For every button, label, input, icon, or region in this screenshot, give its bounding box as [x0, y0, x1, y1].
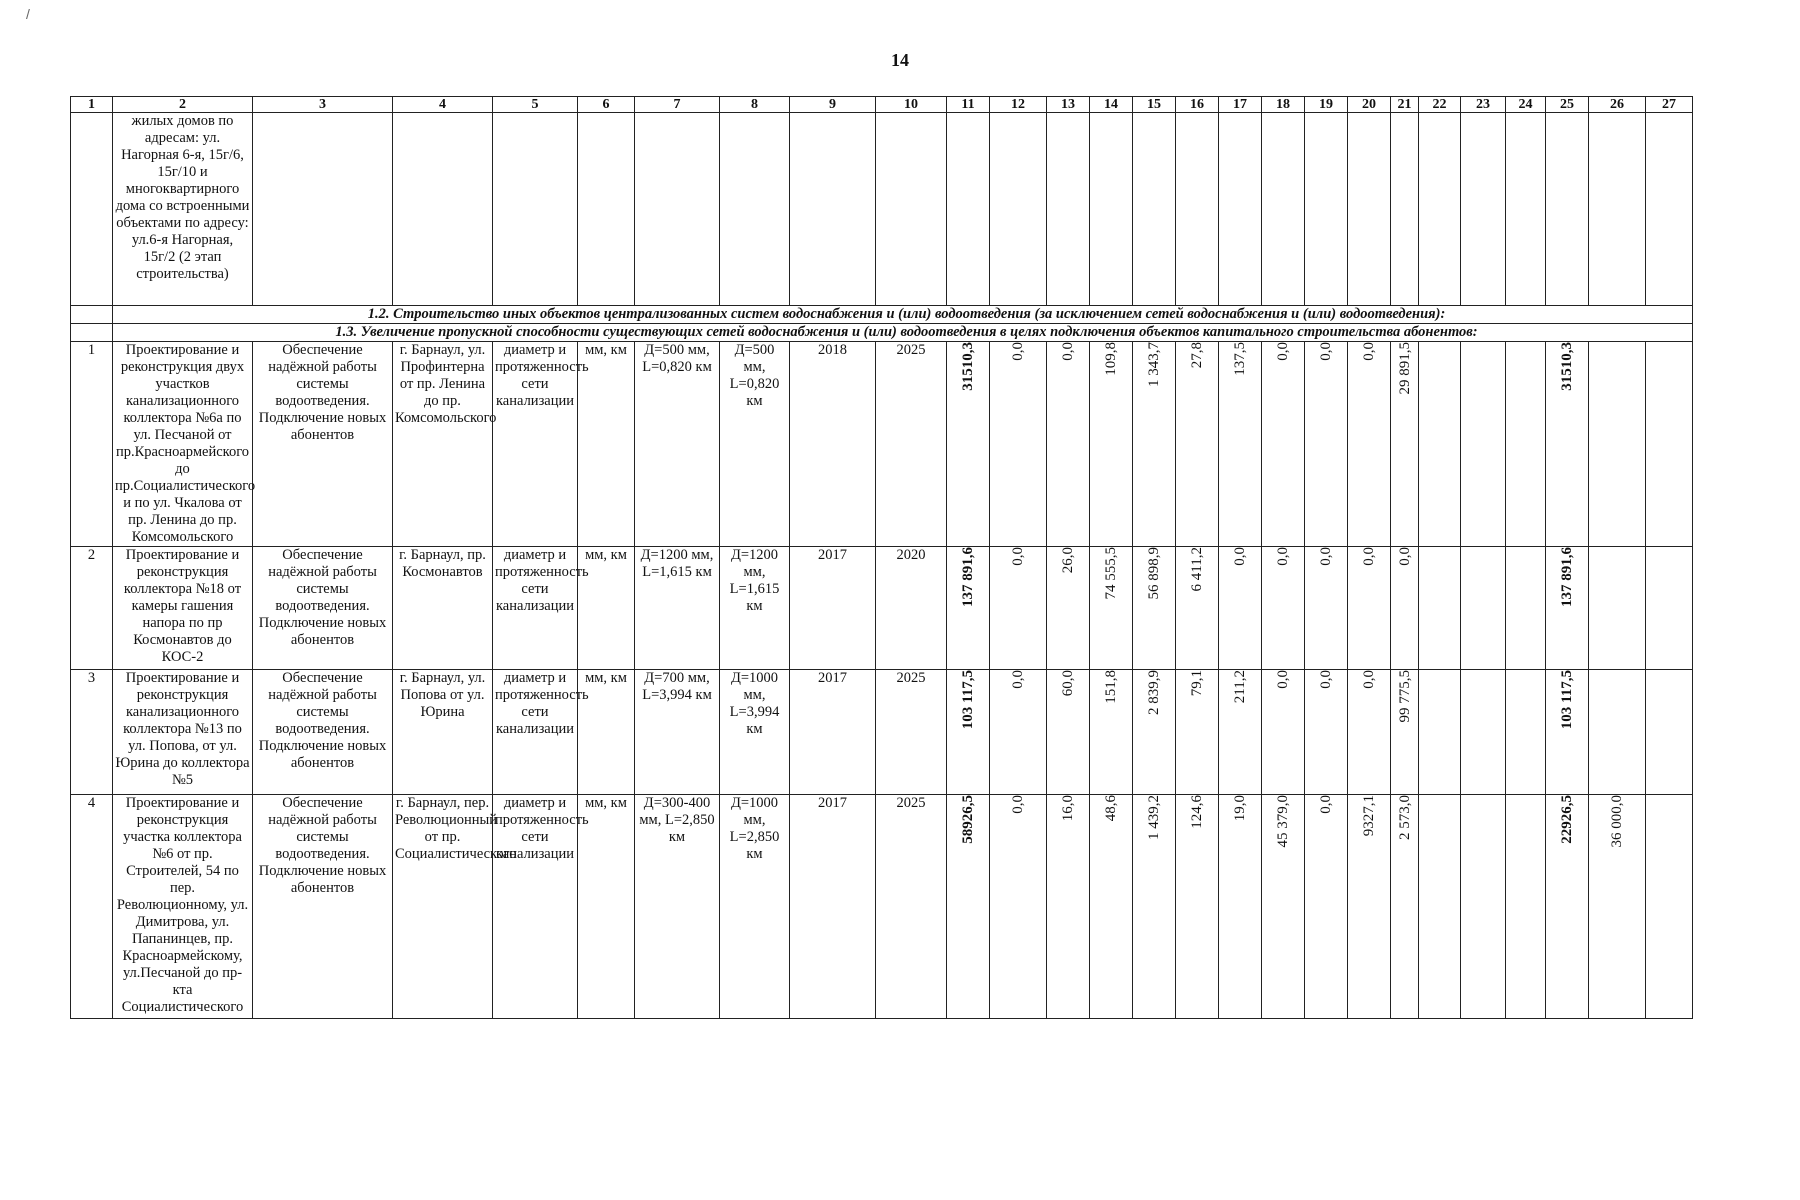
indicator-name: диаметр и протяженность сети канализации	[493, 342, 578, 547]
cost-cell-14	[1090, 547, 1133, 670]
cost-cell-27	[1646, 670, 1693, 795]
column-number: 27	[1646, 97, 1693, 113]
cost-cell-13	[1047, 342, 1090, 547]
cost-wrap	[1508, 547, 1543, 549]
cost-wrap	[949, 670, 987, 731]
continued-row	[71, 113, 1693, 306]
cost-cell-24	[1506, 795, 1546, 1019]
value-before: Д=700 мм, L=3,994 км	[635, 670, 720, 795]
value-after: Д=500 мм, L=0,820 км	[720, 342, 790, 547]
cost-wrap	[1463, 342, 1503, 344]
table-cell	[71, 113, 113, 306]
cost-value: 0,0	[1010, 795, 1026, 814]
cost-cell-16	[1176, 547, 1219, 670]
object-name: Проектирование и реконструкция участка коллектора №6 от пр. Строителей, 54 по пер. Революционному, ул. Димитрова, ул. Папанинцев, пр. Красноармейскому, ул.Песчаной до пр-кта Социалистического	[113, 795, 253, 1019]
investment-table	[70, 96, 1693, 1019]
table-cell	[1262, 113, 1305, 306]
cost-value: 151,8	[1103, 670, 1119, 704]
column-number: 22	[1419, 97, 1461, 113]
cost-wrap	[1591, 795, 1643, 850]
column-number: 11	[947, 97, 990, 113]
cost-wrap	[1049, 547, 1087, 575]
cost-cell-14	[1090, 670, 1133, 795]
cost-wrap	[1591, 342, 1643, 344]
section-title: 1.3. Увеличение пропускной способности существующих сетей водоснабжения и (или) водоотведения в целях подключения объектов капитального строительства абонентов:	[113, 324, 1693, 342]
cost-cell-25	[1546, 670, 1589, 795]
cost-value: 0,0	[1396, 547, 1413, 566]
cost-value: 0,0	[1318, 670, 1334, 689]
cost-cell-26	[1589, 342, 1646, 547]
object-name: Проектирование и реконструкция канализационного коллектора №13 по ул. Попова, от ул. Юрина до коллектора №5	[113, 670, 253, 795]
cost-wrap	[1264, 342, 1302, 363]
cost-wrap	[1463, 670, 1503, 672]
cost-cell-12	[990, 670, 1047, 795]
cost-wrap	[1307, 547, 1345, 568]
cost-value: 74 555,5	[1103, 547, 1119, 600]
cost-value: 19,0	[1232, 795, 1248, 822]
cost-wrap	[1221, 547, 1259, 568]
column-number: 6	[578, 97, 635, 113]
cost-value: 0,0	[1318, 795, 1334, 814]
row-number: 4	[71, 795, 113, 1019]
cost-value: 36 000,0	[1609, 795, 1625, 848]
cost-wrap	[1548, 795, 1586, 846]
cost-wrap	[1508, 670, 1543, 672]
cost-cell-18	[1262, 547, 1305, 670]
cost-wrap	[1421, 670, 1458, 672]
cost-value: 45 379,0	[1275, 795, 1291, 848]
cost-wrap	[1548, 547, 1586, 609]
table-row	[71, 795, 1693, 1019]
cost-wrap	[1221, 670, 1259, 705]
cost-value: 0,0	[1275, 670, 1291, 689]
cost-cell-19	[1305, 342, 1348, 547]
cost-value: 26,0	[1060, 547, 1076, 574]
cost-value: 48,6	[1103, 795, 1119, 822]
cost-cell-25	[1546, 795, 1589, 1019]
cost-value: 0,0	[1361, 547, 1377, 566]
cost-wrap	[992, 547, 1044, 568]
cost-cell-20	[1348, 547, 1391, 670]
cost-cell-19	[1305, 795, 1348, 1019]
cost-value: 0,0	[1361, 342, 1377, 361]
cost-value: 6 411,2	[1189, 547, 1205, 592]
cost-value: 0,0	[1275, 547, 1291, 566]
page-number: 14	[891, 50, 909, 70]
cost-cell-21	[1391, 670, 1419, 795]
cost-wrap	[1421, 342, 1458, 344]
cost-wrap	[1264, 547, 1302, 568]
cost-cell-18	[1262, 670, 1305, 795]
cost-value: 60,0	[1060, 670, 1076, 697]
cost-wrap	[1092, 547, 1130, 602]
cost-wrap	[1135, 547, 1173, 602]
cost-cell-19	[1305, 547, 1348, 670]
cost-cell-21	[1391, 342, 1419, 547]
cost-wrap	[1135, 795, 1173, 842]
value-before: Д=1200 мм, L=1,615 км	[635, 547, 720, 670]
cost-cell-26	[1589, 795, 1646, 1019]
column-number: 7	[635, 97, 720, 113]
cost-wrap	[1648, 342, 1690, 344]
cost-wrap	[1591, 670, 1643, 672]
row-number: 2	[71, 547, 113, 670]
row-number: 1	[71, 342, 113, 547]
table-cell	[71, 306, 113, 324]
cost-value: 2 573,0	[1396, 795, 1413, 840]
cost-cell-19	[1305, 670, 1348, 795]
table-body	[71, 97, 1693, 1019]
cost-cell-23	[1461, 342, 1506, 547]
cost-wrap	[1548, 342, 1586, 393]
cost-cell-15	[1133, 670, 1176, 795]
column-number: 24	[1506, 97, 1546, 113]
object-location: г. Барнаул, ул. Профинтерна от пр. Ленина до пр. Комсомольского	[393, 342, 493, 547]
value-after: Д=1000 мм, L=2,850 км	[720, 795, 790, 1019]
value-after: Д=1200 мм, L=1,615 км	[720, 547, 790, 670]
end-year: 2020	[876, 547, 947, 670]
table-cell	[1176, 113, 1219, 306]
cost-wrap	[992, 342, 1044, 363]
cost-value: 9327,1	[1361, 795, 1377, 837]
table-cell	[578, 113, 635, 306]
end-year: 2025	[876, 342, 947, 547]
cost-cell-14	[1090, 342, 1133, 547]
end-year: 2025	[876, 795, 947, 1019]
cost-wrap	[1393, 795, 1416, 842]
cost-cell-16	[1176, 342, 1219, 547]
end-year: 2025	[876, 670, 947, 795]
cost-cell-23	[1461, 670, 1506, 795]
cost-wrap	[1591, 547, 1643, 549]
column-number: 4	[393, 97, 493, 113]
cost-value: 58926,5	[960, 795, 976, 844]
table-cell	[1646, 113, 1693, 306]
value-after: Д=1000 мм, L=3,994 км	[720, 670, 790, 795]
cost-cell-25	[1546, 547, 1589, 670]
table-row	[71, 547, 1693, 670]
cost-value: 137,5	[1232, 342, 1248, 376]
cost-cell-24	[1506, 547, 1546, 670]
cost-wrap	[1135, 342, 1173, 389]
cost-value: 22926,5	[1559, 795, 1575, 844]
column-number: 14	[1090, 97, 1133, 113]
column-number: 1	[71, 97, 113, 113]
column-number: 26	[1589, 97, 1646, 113]
section-row	[71, 324, 1693, 342]
indicator-unit: мм, км	[578, 547, 635, 670]
cost-wrap	[1421, 795, 1458, 797]
cost-wrap	[1393, 670, 1416, 725]
cost-cell-12	[990, 547, 1047, 670]
table-cell	[253, 113, 393, 306]
cost-wrap	[1221, 342, 1259, 378]
column-number: 16	[1176, 97, 1219, 113]
cost-cell-18	[1262, 342, 1305, 547]
start-year: 2017	[790, 670, 876, 795]
table-row	[71, 670, 1693, 795]
column-number: 15	[1133, 97, 1176, 113]
table-cell	[1546, 113, 1589, 306]
object-purpose: Обеспечение надёжной работы системы водоотведения. Подключение новых абонентов	[253, 547, 393, 670]
object-location: г. Барнаул, пр. Космонавтов	[393, 547, 493, 670]
cost-cell-20	[1348, 795, 1391, 1019]
cost-cell-24	[1506, 670, 1546, 795]
table-cell	[947, 113, 990, 306]
cost-cell-15	[1133, 547, 1176, 670]
cost-cell-27	[1646, 342, 1693, 547]
indicator-name: диаметр и протяженность сети канализации	[493, 670, 578, 795]
cost-value: 0,0	[1361, 670, 1377, 689]
cost-wrap	[1421, 547, 1458, 549]
cost-wrap	[1049, 795, 1087, 823]
cost-wrap	[1049, 670, 1087, 698]
cost-wrap	[1178, 795, 1216, 831]
cost-cell-15	[1133, 795, 1176, 1019]
column-number: 3	[253, 97, 393, 113]
cost-cell-13	[1047, 547, 1090, 670]
column-number: 23	[1461, 97, 1506, 113]
cost-value: 16,0	[1060, 795, 1076, 822]
cost-cell-20	[1348, 670, 1391, 795]
cost-cell-13	[1047, 670, 1090, 795]
object-location: г. Барнаул, пер. Революционный от пр. Социалистического	[393, 795, 493, 1019]
object-purpose: Обеспечение надёжной работы системы водоотведения. Подключение новых абонентов	[253, 795, 393, 1019]
cost-cell-12	[990, 342, 1047, 547]
start-year: 2017	[790, 547, 876, 670]
object-purpose: Обеспечение надёжной работы системы водоотведения. Подключение новых абонентов	[253, 342, 393, 547]
cost-wrap	[1264, 795, 1302, 850]
cost-cell-22	[1419, 342, 1461, 547]
row-number: 3	[71, 670, 113, 795]
column-number: 9	[790, 97, 876, 113]
table-cell	[1419, 113, 1461, 306]
cost-value: 1 439,2	[1146, 795, 1162, 840]
section-row	[71, 306, 1693, 324]
column-number: 18	[1262, 97, 1305, 113]
cost-wrap	[1393, 342, 1416, 397]
cost-cell-23	[1461, 795, 1506, 1019]
cost-wrap	[1178, 342, 1216, 370]
table-cell	[1391, 113, 1419, 306]
cost-cell-16	[1176, 670, 1219, 795]
cost-wrap	[1307, 670, 1345, 691]
cost-wrap	[1648, 670, 1690, 672]
cost-value: 109,8	[1103, 342, 1119, 376]
cost-cell-17	[1219, 342, 1262, 547]
cost-wrap	[992, 670, 1044, 691]
cost-value: 29 891,5	[1396, 342, 1413, 395]
cost-cell-26	[1589, 547, 1646, 670]
cost-cell-17	[1219, 670, 1262, 795]
column-number: 5	[493, 97, 578, 113]
cost-cell-24	[1506, 342, 1546, 547]
object-name: Проектирование и реконструкция коллектора №18 от камеры гашения напора по пр Космонавтов до КОС-2	[113, 547, 253, 670]
table-cell	[1090, 113, 1133, 306]
table-cell	[1305, 113, 1348, 306]
table-cell	[1589, 113, 1646, 306]
table-cell	[1219, 113, 1262, 306]
table-cell	[1461, 113, 1506, 306]
cost-cell-22	[1419, 547, 1461, 670]
cost-wrap	[1092, 670, 1130, 706]
continued-object-name: жилых домов по адресам: ул. Нагорная 6-я, 15г/6, 15г/10 и многоквартирного дома со встроенными объектами по адресу: ул.6-я Нагорная, 15г/2 (2 этап строительства)	[113, 113, 253, 306]
cost-wrap	[1508, 795, 1543, 797]
column-number: 25	[1546, 97, 1589, 113]
cost-value: 56 898,9	[1146, 547, 1162, 600]
cost-value: 137 891,6	[960, 547, 976, 607]
section-title: 1.2. Строительство иных объектов централизованных систем водоснабжения и (или) водоотведения (за исключением сетей водоснабжения и (или) водоотведения):	[113, 306, 1693, 324]
start-year: 2017	[790, 795, 876, 1019]
cost-value: 79,1	[1189, 670, 1205, 697]
object-purpose: Обеспечение надёжной работы системы водоотведения. Подключение новых абонентов	[253, 670, 393, 795]
cost-value: 137 891,6	[1559, 547, 1575, 607]
cost-wrap	[1092, 342, 1130, 378]
table-cell	[71, 324, 113, 342]
cost-wrap	[949, 547, 987, 609]
indicator-unit: мм, км	[578, 670, 635, 795]
cost-wrap	[949, 342, 987, 393]
cost-value: 0,0	[1275, 342, 1291, 361]
column-number: 19	[1305, 97, 1348, 113]
cost-wrap	[1463, 795, 1503, 797]
value-before: Д=300-400 мм, L=2,850 км	[635, 795, 720, 1019]
table-cell	[790, 113, 876, 306]
cost-cell-17	[1219, 547, 1262, 670]
cost-cell-25	[1546, 342, 1589, 547]
cost-value: 103 117,5	[960, 670, 976, 730]
cost-cell-15	[1133, 342, 1176, 547]
object-location: г. Барнаул, ул. Попова от ул. Юрина	[393, 670, 493, 795]
cost-cell-18	[1262, 795, 1305, 1019]
cost-value: 27,8	[1189, 342, 1205, 369]
column-number: 13	[1047, 97, 1090, 113]
cost-value: 211,2	[1232, 670, 1248, 704]
indicator-name: диаметр и протяженность сети канализации	[493, 795, 578, 1019]
column-number: 10	[876, 97, 947, 113]
table-cell	[393, 113, 493, 306]
object-name: Проектирование и реконструкция двух участков канализационного коллектора №6а по ул. Песчаной от пр.Красноармейского до пр.Социалистического и по ул. Чкалова от пр. Ленина до пр. Комсомольского	[113, 342, 253, 547]
cost-wrap	[1508, 342, 1543, 344]
cost-wrap	[1092, 795, 1130, 823]
table-cell	[635, 113, 720, 306]
cost-cell-21	[1391, 547, 1419, 670]
cost-cell-27	[1646, 547, 1693, 670]
cost-wrap	[1393, 547, 1416, 568]
cost-cell-14	[1090, 795, 1133, 1019]
table-cell	[1506, 113, 1546, 306]
cost-cell-17	[1219, 795, 1262, 1019]
cost-wrap	[992, 795, 1044, 816]
cost-value: 99 775,5	[1396, 670, 1413, 723]
cost-cell-11	[947, 795, 990, 1019]
cost-wrap	[949, 795, 987, 846]
cost-cell-11	[947, 342, 990, 547]
cost-cell-27	[1646, 795, 1693, 1019]
cost-value: 0,0	[1010, 342, 1026, 361]
cost-wrap	[1307, 795, 1345, 816]
table-cell	[1047, 113, 1090, 306]
cost-cell-23	[1461, 547, 1506, 670]
table-cell	[1348, 113, 1391, 306]
column-number: 12	[990, 97, 1047, 113]
cost-wrap	[1350, 342, 1388, 363]
cost-wrap	[1221, 795, 1259, 823]
table-cell	[876, 113, 947, 306]
indicator-unit: мм, км	[578, 342, 635, 547]
column-number: 20	[1348, 97, 1391, 113]
column-number: 17	[1219, 97, 1262, 113]
table-cell	[493, 113, 578, 306]
cost-value: 0,0	[1232, 547, 1248, 566]
cost-wrap	[1049, 342, 1087, 363]
cost-cell-21	[1391, 795, 1419, 1019]
cost-value: 31510,3	[960, 342, 976, 391]
cost-cell-22	[1419, 795, 1461, 1019]
cost-wrap	[1264, 670, 1302, 691]
column-number: 21	[1391, 97, 1419, 113]
cost-value: 0,0	[1318, 547, 1334, 566]
cost-wrap	[1648, 547, 1690, 549]
cost-value: 1 343,7	[1146, 342, 1162, 387]
cost-value: 2 839,9	[1146, 670, 1162, 715]
column-number: 2	[113, 97, 253, 113]
column-number-row	[71, 97, 1693, 113]
cost-wrap	[1307, 342, 1345, 363]
cost-wrap	[1548, 670, 1586, 731]
cost-cell-12	[990, 795, 1047, 1019]
cost-wrap	[1350, 795, 1388, 838]
cost-cell-13	[1047, 795, 1090, 1019]
scan-mark: /	[26, 6, 30, 22]
cost-cell-20	[1348, 342, 1391, 547]
table-cell	[1133, 113, 1176, 306]
cost-wrap	[1648, 795, 1690, 797]
table-row	[71, 342, 1693, 547]
cost-cell-11	[947, 547, 990, 670]
cost-cell-11	[947, 670, 990, 795]
cost-wrap	[1135, 670, 1173, 717]
cost-cell-26	[1589, 670, 1646, 795]
indicator-name: диаметр и протяженность сети канализации	[493, 547, 578, 670]
cost-wrap	[1350, 670, 1388, 691]
start-year: 2018	[790, 342, 876, 547]
table-cell	[720, 113, 790, 306]
indicator-unit: мм, км	[578, 795, 635, 1019]
value-before: Д=500 мм, L=0,820 км	[635, 342, 720, 547]
cost-value: 0,0	[1010, 670, 1026, 689]
column-number: 8	[720, 97, 790, 113]
cost-value: 0,0	[1060, 342, 1076, 361]
table-cell	[990, 113, 1047, 306]
cost-value: 0,0	[1318, 342, 1334, 361]
cost-value: 103 117,5	[1559, 670, 1575, 730]
cost-cell-22	[1419, 670, 1461, 795]
cost-wrap	[1463, 547, 1503, 549]
cost-value: 0,0	[1010, 547, 1026, 566]
cost-cell-16	[1176, 795, 1219, 1019]
cost-wrap	[1178, 547, 1216, 593]
cost-wrap	[1350, 547, 1388, 568]
cost-value: 31510,3	[1559, 342, 1575, 391]
cost-value: 124,6	[1189, 795, 1205, 829]
cost-wrap	[1178, 670, 1216, 698]
